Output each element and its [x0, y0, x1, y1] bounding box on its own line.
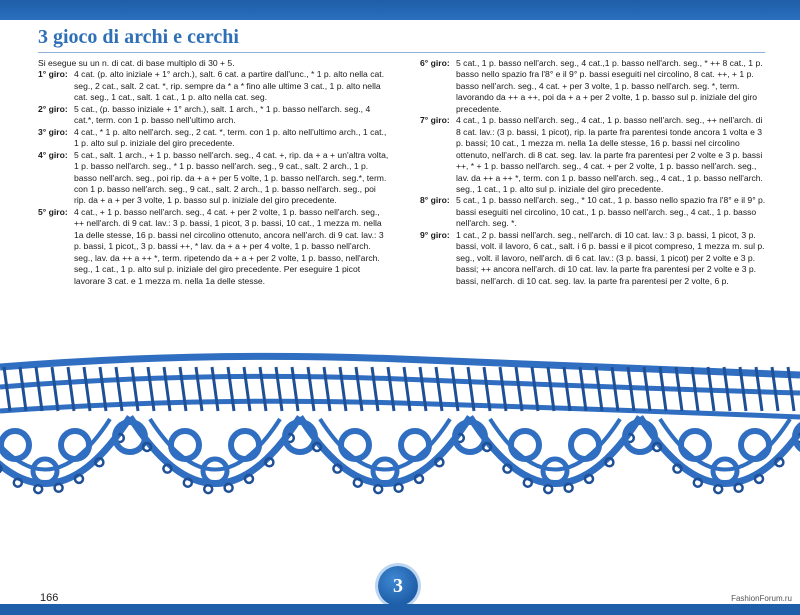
round-instruction [420, 230, 766, 287]
round-label: 7° giro: [420, 115, 450, 126]
round-label: 6° giro: [420, 58, 450, 68]
round-text: 4 cat., * 1 p. alto nell'arch. seg., 2 cat. *, term. con 1 p. alto nell'ultimo arch., 1 cat., 1 p. alto sul p. iniziale del giro precedente. [74, 126, 387, 149]
chapter-badge: 3 [378, 566, 418, 606]
round-label: 3° giro: [38, 126, 68, 137]
round-text: 5 cat., 1 p. basso nell'arch. seg., * 10 cat., 1 p. basso nello spazio fra l'8° e il 9° p. bassi eseguiti nel circolino, 10 cat., 1 p. basso nell'arch. seg., 4 cat., 1 p. basso nell'arch. seg. *. [456, 195, 766, 229]
intro-text: Si esegue su un n. di cat. di base multiplo di 30 + 5. [38, 58, 235, 68]
right-rounds [420, 58, 766, 287]
round-text: 4 cat. (p. alto iniziale + 1° arch.), salt. 6 cat. a partire dall'unc., * 1 p. alto nella cat. seg., 2 cat., salt. 2 cat. *, rip. sempre da * a * fino alle ultime 3 cat., 1 p. alto nella cat. seg., 1 cat., salt. 1 cat., 1 p. alto nella cat. seg. [74, 69, 385, 103]
bottom-banner [0, 604, 800, 615]
round-label: 9° giro: [420, 229, 450, 240]
round-instruction [38, 207, 390, 287]
round-label: 1° giro: [38, 69, 68, 80]
round-instruction [420, 58, 766, 115]
round-text: 5 cat., (p. basso iniziale + 1° arch.), salt. 1 arch., * 1 p. basso nell'arch. seg., 4 cat.*, term. con 1 p. basso nell'ultimo arch. [74, 103, 371, 126]
round-text: 4 cat., + 1 p. basso nell'arch. seg., 4 cat. + per 2 volte, 1 p. basso nell'arch. seg., ++ nell'arch. di 9 cat. lav.: 3 p. bassi, 1 picot, 3 p. bassi, 10 cat., 1 mezza m. nella 1a delle stesse, 16 p. bassi nel circolino ottenuto, ancora nell'arch. di 9 cat. lav.: 3 p. bassi, 1 picot,, 3 p. bassi ++, * lav. da + a + per 4 volte, 1 p. basso nell'arch. seg., lav. da ++ a ++ *, term. ripetendo da + a + per 2 volte, 1 p. basso, nell'arch. seg., 1 cat., 1 p. alto sul p. iniziale del giro precedente. Per eseguire 1 picot lavorare 3 cat. e 1 mezza m. nella 1a delle stesse. [74, 206, 384, 286]
round-text: 4 cat., 1 p. basso nell'arch. seg., 4 cat., 1 p. basso nell'arch. seg., ++ nell'arch. di 8 cat. lav.: (3 p. bassi, 1 picot), rip. la parte fra parentesi tonde ancora 1 volta e 3 p. bassi; 10 cat., 1 mezza m. nella 1a delle stesse, 16 p. bassi nel circolino ottenuto, nell'arch. di 8 cat. seg. lav. la parte fra parentesi per 2 volte e 3 p. bassi ++, * + 1 p. basso nell'arch. seg., 4 cat. + per 2 volte, 1 p. basso nell'arch. seg., lav. da ++ a ++ *, term. con 1 p. basso nell'arch. seg., 4 cat., 1 p. basso nell'arch. seg., 1 cat., 1 p. alto sul p. iniziale del giro precedente. [456, 115, 763, 194]
page-title: 3 gioco di archi e cerchi [38, 26, 239, 48]
round-instruction [420, 115, 766, 195]
round-instruction [38, 150, 390, 207]
crochet-lace-photo [0, 345, 800, 575]
left-rounds [38, 69, 390, 287]
round-text: 1 cat., 2 p. bassi nell'arch. seg., nell'arch. di 10 cat. lav.: 3 p. bassi, 1 picot, 3 p. bassi, volt. il lavoro, 6 cat., salt. i 6 p. bassi e il picot compreso, 1 mezza m. sul p. seg., volt. il lavoro, nell'arch. di 6 cat. lav.: (3 p. bassi, 1 picot) per 2 volte e 3 p. bassi; ++ ancora nell'arch. di 10 cat. lav. la parte fra parentesi per 2 volte e 3 p. bassi, nell'arch. di 10 cat. seg. lav. la parte fra parentesi per 2 volte, 6 p. [456, 229, 765, 286]
round-instruction [38, 69, 390, 103]
round-label: 4° giro: [38, 149, 68, 160]
right-column [420, 58, 766, 287]
title-divider [38, 52, 765, 53]
page-number: 166 [40, 592, 59, 604]
round-label: 2° giro: [38, 103, 68, 114]
round-instruction [420, 195, 766, 229]
left-column [38, 58, 390, 287]
round-instruction [38, 127, 390, 150]
round-label: 8° giro: [420, 195, 450, 206]
round-text: 5 cat., 1 p. basso nell'arch. seg., 4 cat.,1 p. basso nell'arch. seg., * ++ 8 cat., 1 p. basso nello spazio fra l'8° e il 9° p. bassi eseguiti nel circolino, 8 cat. ++, + 1 p. basso nell'arch. seg., 4 cat. + per 3 volte, 1 p. basso nell'arch. seg. *, term. lavorando da ++ a ++, poi da + a + per 2 volte, 1 p. basso sul p. iniziale del giro precedente. [456, 58, 763, 114]
round-instruction [38, 104, 390, 127]
top-banner [0, 0, 800, 20]
round-label: 5° giro: [38, 206, 68, 217]
round-text: 5 cat., salt. 1 arch., + 1 p. basso nell'arch. seg., 4 cat. +, rip. da + a + un'altra volta, 1 p. basso nell'arch. seg., * 1 p. basso nell'arch. seg., 9 cat., salt. 2 arch., 1 p. basso nell'arch. seg., poi rip. da + a + per 5 volte, 1 p. basso nell'arch. seg.*, term. con 1 p. basso nell'arch. seg., 9 cat., salt. 2 arch., 1 p. basso nell'arch. seg., poi rip. da + a + per 3 volte, 1 p. basso sul p. iniziale del giro precedente. [74, 149, 389, 206]
watermark: FashionForum.ru [731, 594, 792, 603]
